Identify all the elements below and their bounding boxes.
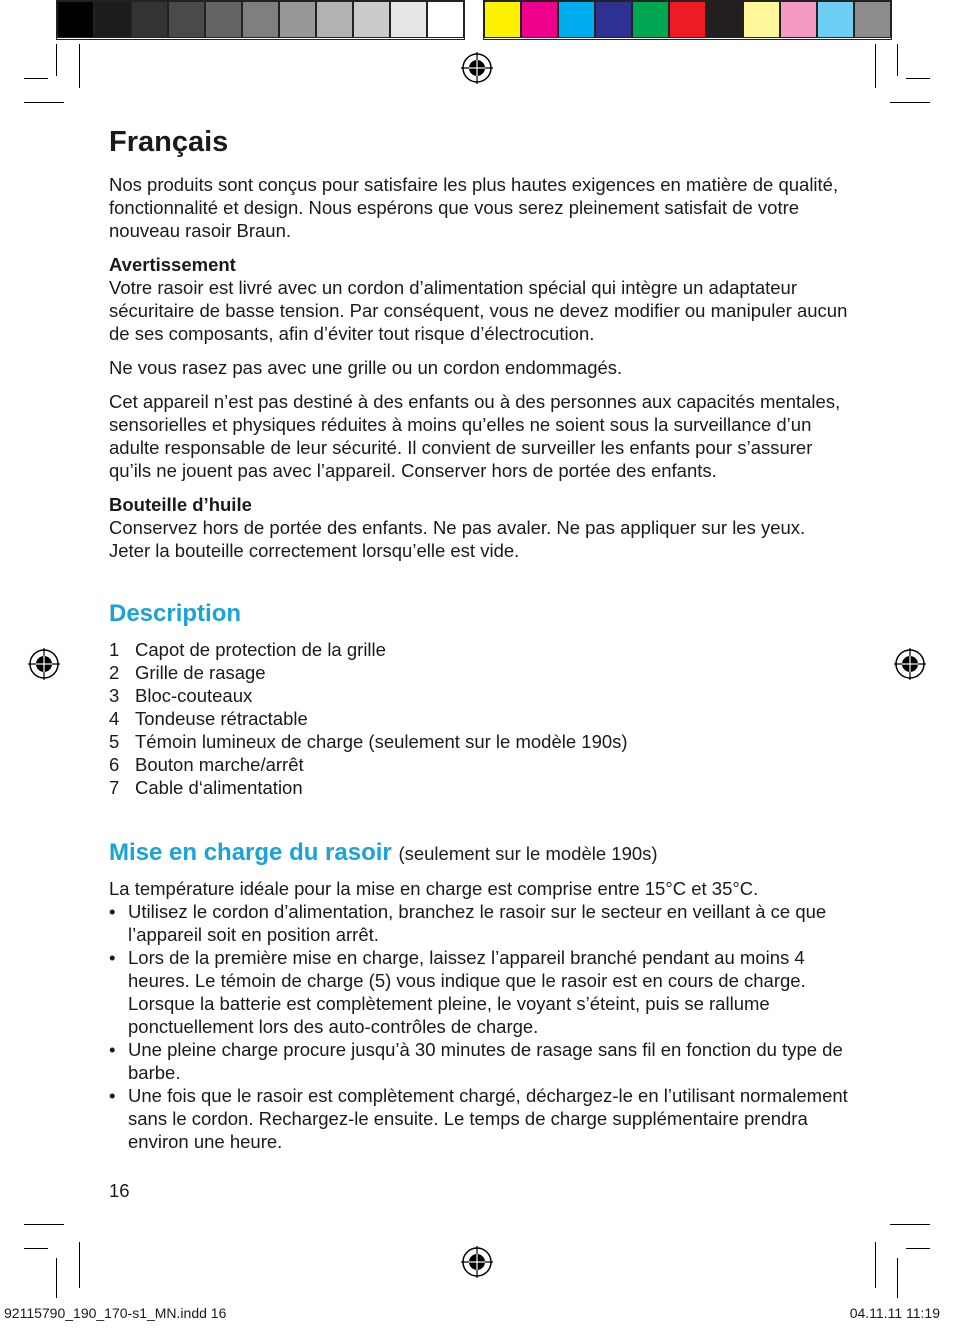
- charging-heading: [109, 839, 849, 867]
- bullet-text: Utilisez le cordon d’alimentation, branchez le rasoir sur le secteur en veillant à ce que l’appareil soit en position arrêt.: [128, 901, 827, 945]
- item-number: 6: [109, 754, 120, 775]
- page-number: 16: [109, 1180, 130, 1201]
- bullet-text: Lors de la première mise en charge, laissez l’appareil branché pendant au moins 4 heures. Le témoin de charge (5) vous indique que le rasoir est en cours de charge. Lorsque la batterie est complètement pleine, le voyant s’éteint, puis se rallume ponctuellement lors des auto-contrôles de charge.: [128, 947, 806, 1037]
- color-swatch: [205, 1, 242, 38]
- color-swatch: [168, 1, 205, 38]
- intro-paragraph: Nos produits sont conçus pour satisfaire les plus hautes exigences en matière de qualité, fonctionnalité et design. Nous espérons que vous serez pleinement satisfait de votre nouveau rasoir Braun.: [109, 174, 839, 241]
- color-swatch: [558, 1, 595, 38]
- bullet-text: Une pleine charge procure jusqu’à 30 minutes de rasage sans fil en fonction du type de barbe.: [128, 1039, 843, 1083]
- description-item: [109, 730, 849, 753]
- item-number: 1: [109, 639, 120, 660]
- warning-heading: Avertissement: [109, 254, 236, 275]
- item-text: Témoin lumineux de charge (seulement sur le modèle 190s): [135, 731, 628, 752]
- grayscale-color-bar: [56, 0, 465, 40]
- crop-mark: [79, 44, 80, 88]
- color-swatch: [632, 1, 669, 38]
- item-number: 5: [109, 731, 120, 752]
- color-swatch: [484, 1, 521, 38]
- item-number: 7: [109, 777, 120, 798]
- color-swatch: [57, 1, 94, 38]
- registration-mark-icon: [28, 648, 60, 680]
- item-number: 4: [109, 708, 120, 729]
- crop-mark: [24, 1224, 64, 1225]
- color-swatch: [131, 1, 168, 38]
- color-swatch: [390, 1, 427, 38]
- description-list: [109, 638, 849, 799]
- bullet-glyph: •: [109, 947, 116, 968]
- registration-mark-icon: [461, 1246, 493, 1278]
- crop-mark: [875, 1242, 876, 1288]
- description-heading: Description: [109, 600, 242, 627]
- color-swatch: [353, 1, 390, 38]
- crop-mark: [24, 1248, 48, 1249]
- item-text: Bloc-couteaux: [135, 685, 253, 706]
- charging-subtitle: (seulement sur le modèle 190s): [398, 843, 658, 864]
- item-text: Capot de protection de la grille: [135, 639, 386, 660]
- item-text: Grille de rasage: [135, 662, 266, 683]
- crop-mark: [24, 102, 64, 103]
- charging-title: Mise en charge du rasoir: [109, 839, 392, 866]
- crop-mark: [875, 44, 876, 88]
- children-paragraph: Cet appareil n’est pas destiné à des enfants ou à des personnes aux capacités mentales, sensorielles et physiques réduites à moins qu’elles ne soient sous la surveillance d’un adulte responsable de leur sécurité. Il convient de surveiller les enfants pour s’assurer qu’ils ne jouent pas avec l’appareil. Conserver hors de portée des enfants.: [109, 391, 841, 481]
- charging-intro: La température idéale pour la mise en charge est comprise entre 15°C et 35°C.: [109, 878, 759, 899]
- charging-bullet: [109, 1038, 849, 1084]
- item-text: Bouton marche/arrêt: [135, 754, 304, 775]
- warning-text: Votre rasoir est livré avec un cordon d’alimentation spécial qui intègre un adaptateur sécuritaire de basse tension. Par conséquent, vous ne devez modifier ou manipuler aucun de ses composants, afin d’éviter tout risque d’électrocution.: [109, 277, 848, 344]
- color-swatch: [669, 1, 706, 38]
- crop-mark: [897, 1258, 898, 1298]
- color-swatch: [316, 1, 353, 38]
- item-number: 2: [109, 662, 120, 683]
- charging-bullet: [109, 900, 849, 946]
- color-swatch: [854, 1, 891, 38]
- charging-bullet: [109, 1084, 849, 1153]
- oil-section: [109, 493, 849, 562]
- registration-mark-icon: [461, 52, 493, 84]
- color-swatch: [242, 1, 279, 38]
- item-text: Cable d‘alimentation: [135, 777, 303, 798]
- color-swatch: [780, 1, 817, 38]
- oil-text: Conservez hors de portée des enfants. Ne pas avaler. Ne pas appliquer sur les yeux. Jeter la bouteille correctement lorsqu’elle est vide.: [109, 517, 806, 561]
- charging-bullet-list: [109, 900, 849, 1153]
- bullet-glyph: •: [109, 901, 116, 922]
- crop-mark: [890, 102, 930, 103]
- color-swatch: [279, 1, 316, 38]
- crop-mark: [897, 44, 898, 76]
- date-slug: 04.11.11 11:19: [849, 1305, 940, 1321]
- description-item: [109, 661, 849, 684]
- process-color-bar: [483, 0, 892, 40]
- page-title: Français: [109, 126, 229, 158]
- damaged-grid-paragraph: Ne vous rasez pas avec une grille ou un cordon endommagés.: [109, 357, 623, 378]
- description-item: [109, 776, 849, 799]
- description-item: [109, 638, 849, 661]
- color-swatch: [94, 1, 131, 38]
- crop-mark: [906, 1248, 930, 1249]
- color-swatch: [817, 1, 854, 38]
- crop-mark: [24, 78, 48, 79]
- color-swatch: [743, 1, 780, 38]
- bullet-glyph: •: [109, 1085, 116, 1106]
- page-content: [109, 120, 849, 1153]
- crop-mark: [56, 44, 57, 76]
- charging-bullet: [109, 946, 849, 1038]
- crop-mark: [79, 1242, 80, 1288]
- oil-heading: Bouteille d’huile: [109, 494, 252, 515]
- item-number: 3: [109, 685, 120, 706]
- color-swatch: [427, 1, 464, 38]
- color-swatch: [595, 1, 632, 38]
- bullet-glyph: •: [109, 1039, 116, 1060]
- crop-mark: [906, 78, 930, 79]
- description-item: [109, 684, 849, 707]
- bullet-text: Une fois que le rasoir est complètement chargé, déchargez-le en l’utilisant normalement sans le cordon. Rechargez-le ensuite. Le temps de charge supplémentaire prendra environ une heure.: [128, 1085, 848, 1152]
- color-swatch: [521, 1, 558, 38]
- crop-mark: [890, 1224, 930, 1225]
- file-slug: 92115790_190_170-s1_MN.indd 16: [4, 1305, 227, 1321]
- warning-section: [109, 253, 849, 345]
- crop-mark: [56, 1258, 57, 1298]
- description-item: [109, 707, 849, 730]
- color-swatch: [706, 1, 743, 38]
- registration-mark-icon: [894, 648, 926, 680]
- description-item: [109, 753, 849, 776]
- item-text: Tondeuse rétractable: [135, 708, 308, 729]
